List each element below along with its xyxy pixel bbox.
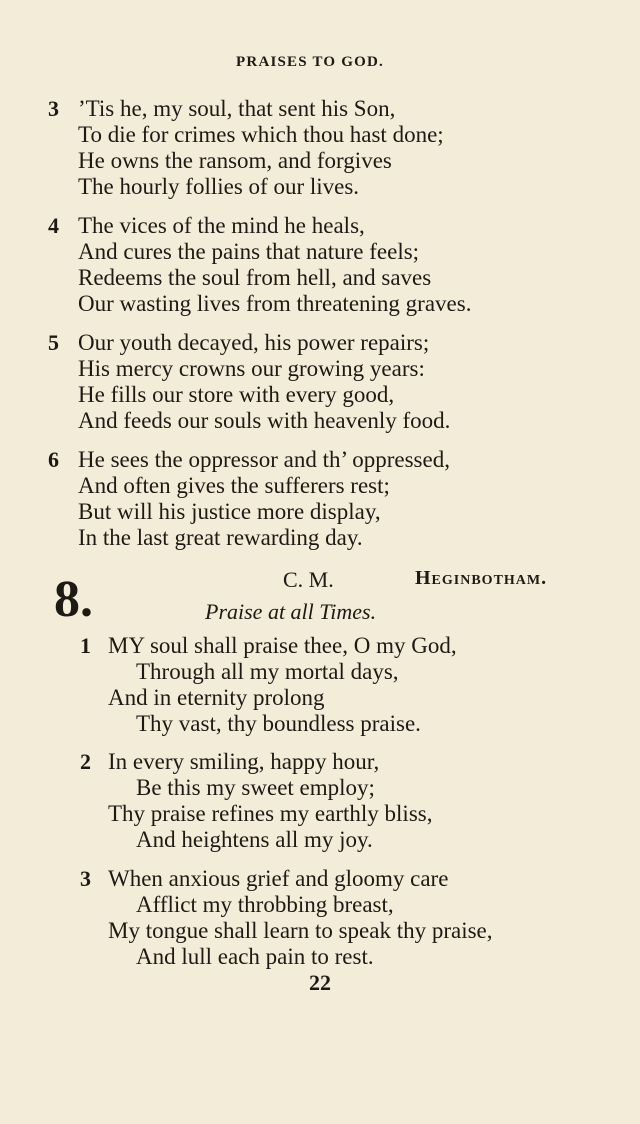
verse-line: He sees the oppressor and th’ oppressed, (78, 447, 450, 472)
verse-line: He owns the ransom, and forgives (78, 148, 392, 173)
stanza-number: 4 (48, 213, 59, 238)
stanza-number: 5 (48, 330, 59, 355)
verse-line: And feeds our souls with heavenly food. (78, 408, 451, 433)
stanza-prev-3 (48, 96, 608, 200)
hymn-stanza-2 (80, 749, 580, 853)
verse-line: Our wasting lives from threatening graves. (78, 291, 472, 316)
verse-line: In every smiling, happy hour, (108, 749, 380, 774)
verse-line: Redeems the soul from hell, and saves (78, 265, 432, 290)
stanza-number: 2 (80, 749, 91, 774)
verse-line: In the last great rewarding day. (78, 525, 363, 550)
verse-line: And in eternity prolong (108, 685, 325, 710)
verse-line: The vices of the mind he heals, (78, 213, 365, 238)
stanza-number: 6 (48, 447, 59, 472)
hymn-stanza-3 (80, 866, 580, 970)
hymn-number: 8. (54, 571, 93, 628)
verse-line: Thy praise refines my earthly bliss, (108, 801, 433, 826)
stanza-number: 3 (80, 866, 91, 891)
hymn-stanza-1 (80, 633, 580, 737)
verse-line: And cures the pains that nature feels; (78, 239, 420, 264)
stanza-prev-4 (48, 213, 608, 317)
verse-line: Our youth decayed, his power repairs; (78, 330, 430, 355)
verse-line: ’Tis he, my soul, that sent his Son, (78, 96, 396, 121)
running-header: PRAISES TO GOD. (236, 54, 384, 70)
verse-line: The hourly follies of our lives. (78, 174, 360, 199)
verse-line: But will his justice more display, (78, 499, 381, 524)
stanza-number: 3 (48, 96, 59, 121)
verse-line: And heightens all my joy. (136, 827, 373, 852)
verse-line: To die for crimes which thou hast done; (78, 122, 444, 147)
stanza-number: 1 (80, 633, 91, 658)
verse-line: When anxious grief and gloomy care (108, 866, 449, 891)
verse-line: Afflict my throbbing breast, (136, 892, 394, 917)
verse-line: Be this my sweet employ; (136, 775, 375, 800)
verse-line: And lull each pain to rest. (136, 944, 374, 969)
verse-line: And often gives the sufferers rest; (78, 473, 390, 498)
verse-line: His mercy crowns our growing years: (78, 356, 425, 381)
verse-line: He fills our store with every good, (78, 382, 395, 407)
verse-line: My tongue shall learn to speak thy praise, (108, 918, 493, 943)
stanza-prev-5 (48, 330, 608, 434)
hymn-meter: C. M. (283, 567, 334, 592)
verse-line: Through all my mortal days, (136, 659, 399, 684)
hymn-author: Heginbotham. (415, 567, 548, 589)
hymn-subtitle: Praise at all Times. (205, 599, 377, 624)
verse-line: Thy vast, thy boundless praise. (136, 711, 421, 736)
verse-line: MY soul shall praise thee, O my God, (108, 633, 457, 658)
stanza-prev-6 (48, 447, 608, 551)
page-number: 22 (309, 970, 331, 995)
